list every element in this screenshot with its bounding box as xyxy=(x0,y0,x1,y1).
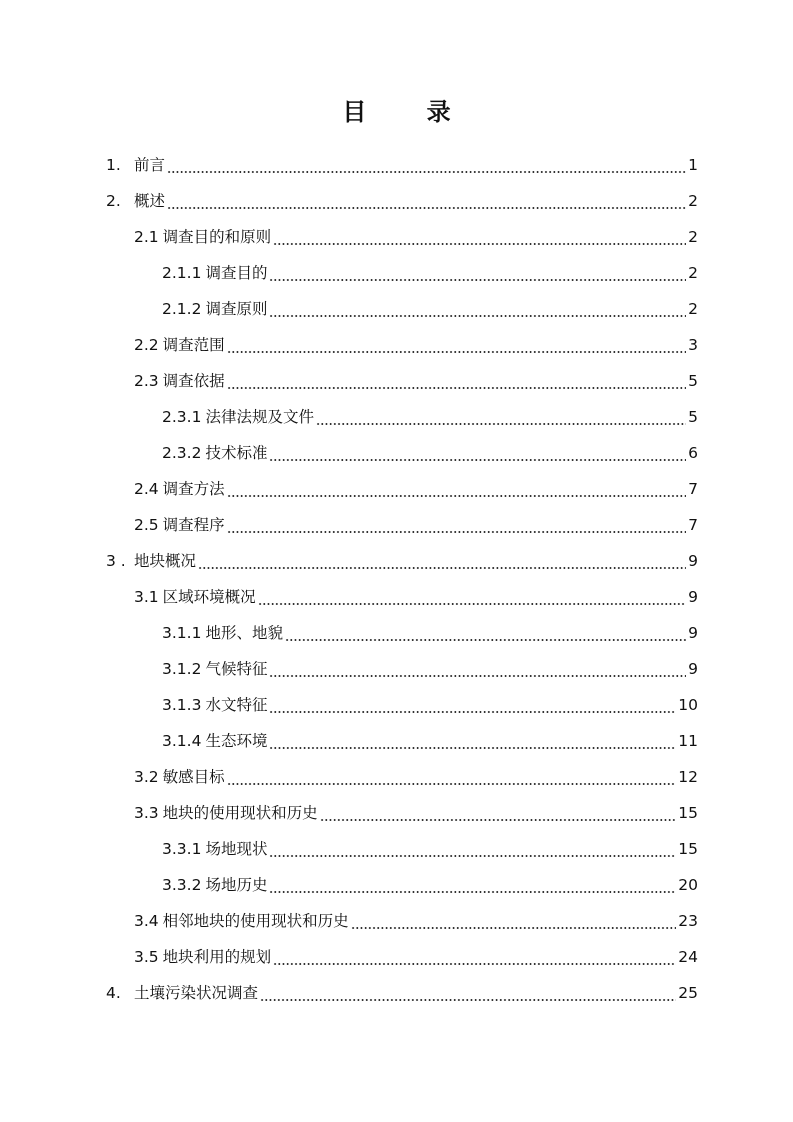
toc-entry-number: 3.1.3 xyxy=(162,696,202,714)
toc-entry[interactable] xyxy=(106,150,698,174)
toc-dot-leader xyxy=(167,192,686,210)
toc-entry-page: 9 xyxy=(688,660,698,678)
toc-entry-number: 3.3 xyxy=(134,804,159,822)
toc-entry-page: 2 xyxy=(688,192,698,210)
toc-entry-label: 法律法规及文件 xyxy=(205,408,314,426)
toc-entry[interactable] xyxy=(134,222,698,246)
toc-dot-leader xyxy=(320,804,677,822)
toc-entry-page: 3 xyxy=(688,336,698,354)
toc-entry[interactable] xyxy=(162,402,698,426)
toc-entry-number: 2.4 xyxy=(134,480,159,498)
toc-entry-label: 场地现状 xyxy=(205,840,268,858)
toc-title: 目 录 xyxy=(342,98,477,126)
toc-entry[interactable] xyxy=(162,294,698,318)
toc-entry-label: 区域环境概况 xyxy=(162,588,256,606)
toc-entry-page: 2 xyxy=(688,300,698,318)
toc-entry-label: 水文特征 xyxy=(205,696,268,714)
toc-entry-label: 地块的使用现状和历史 xyxy=(162,804,318,822)
toc-dot-leader xyxy=(269,264,686,282)
toc-entry[interactable] xyxy=(106,546,698,570)
toc-entry-number: 3.1.1 xyxy=(162,624,202,642)
toc-dot-leader xyxy=(269,732,676,750)
toc-entry-number: 3.1 xyxy=(134,588,159,606)
toc-entry[interactable] xyxy=(106,186,698,210)
toc-entry-label: 相邻地块的使用现状和历史 xyxy=(162,912,349,930)
toc-dot-leader xyxy=(258,588,686,606)
toc-entry[interactable] xyxy=(162,618,698,642)
toc-entry[interactable] xyxy=(134,906,698,930)
toc-entry[interactable] xyxy=(162,870,698,894)
toc-entry[interactable] xyxy=(106,978,698,1002)
toc-entry-label: 地形、地貌 xyxy=(205,624,283,642)
toc-entry-page: 15 xyxy=(678,804,698,822)
toc-entry-label: 调查方法 xyxy=(162,480,225,498)
toc-entry-page: 5 xyxy=(688,372,698,390)
toc-entry-label: 技术标准 xyxy=(205,444,268,462)
toc-entry-page: 1 xyxy=(688,156,698,174)
toc-entry-page: 15 xyxy=(678,840,698,858)
toc-dot-leader xyxy=(227,480,686,498)
toc-entry-number: 3.1.2 xyxy=(162,660,202,678)
toc-entry-number: 2.1.2 xyxy=(162,300,202,318)
toc-entry[interactable] xyxy=(162,834,698,858)
toc-entry[interactable] xyxy=(162,690,698,714)
toc-entry[interactable] xyxy=(134,474,698,498)
toc-entry-label: 调查范围 xyxy=(162,336,225,354)
toc-entry-number: 2.3.1 xyxy=(162,408,202,426)
toc-entry-number: 2.2 xyxy=(134,336,159,354)
toc-entry-page: 11 xyxy=(678,732,698,750)
toc-entry-number: 3.4 xyxy=(134,912,159,930)
toc-entry-number: 2.3 xyxy=(134,372,159,390)
toc-entry-label: 地块利用的规划 xyxy=(162,948,272,966)
toc-dot-leader xyxy=(198,552,686,570)
toc-entry[interactable] xyxy=(134,942,698,966)
toc-entry[interactable] xyxy=(134,762,698,786)
toc-entry[interactable] xyxy=(134,330,698,354)
toc-entry-label: 调查程序 xyxy=(162,516,225,534)
toc-entry-number: 3.1.4 xyxy=(162,732,202,750)
toc-dot-leader xyxy=(269,876,676,894)
toc-entry-page: 25 xyxy=(678,984,698,1002)
toc-entry-number: 3 . xyxy=(106,552,126,570)
toc-entry-page: 7 xyxy=(688,516,698,534)
toc-dot-leader xyxy=(285,624,686,642)
toc-entry-number: 4. xyxy=(106,984,121,1002)
toc-entry-page: 24 xyxy=(678,948,698,966)
toc-dot-leader xyxy=(269,444,686,462)
toc-entry-number: 3.3.2 xyxy=(162,876,202,894)
toc-entry[interactable] xyxy=(162,654,698,678)
toc-entry-page: 2 xyxy=(688,264,698,282)
toc-dot-leader xyxy=(269,300,686,318)
toc-entry-page: 9 xyxy=(688,588,698,606)
toc-entry-number: 2.5 xyxy=(134,516,159,534)
toc-entry-label: 场地历史 xyxy=(205,876,268,894)
toc-dot-leader xyxy=(227,516,686,534)
toc-entry-page: 10 xyxy=(678,696,698,714)
toc-entry-page: 7 xyxy=(688,480,698,498)
toc-entry-label: 前言 xyxy=(134,156,166,174)
toc-entry-page: 6 xyxy=(688,444,698,462)
toc-entry-label: 生态环境 xyxy=(205,732,268,750)
toc-entry-label: 概述 xyxy=(134,192,166,210)
toc-entry-label: 敏感目标 xyxy=(162,768,225,786)
toc-entry-number: 1. xyxy=(106,156,121,174)
toc-entry-page: 9 xyxy=(688,624,698,642)
toc-entry-label: 地块概况 xyxy=(134,552,197,570)
toc-entry-number: 2.1.1 xyxy=(162,264,202,282)
toc-dot-leader xyxy=(227,768,677,786)
toc-entry-label: 调查目的和原则 xyxy=(162,228,272,246)
toc-dot-leader xyxy=(269,840,676,858)
toc-dot-leader xyxy=(227,372,686,390)
toc-dot-leader xyxy=(351,912,677,930)
toc-entry[interactable] xyxy=(134,510,698,534)
toc-entry-page: 5 xyxy=(688,408,698,426)
toc-entry-number: 2.3.2 xyxy=(162,444,202,462)
toc-entry-number: 3.5 xyxy=(134,948,159,966)
toc-dot-leader xyxy=(316,408,686,426)
toc-entry-label: 调查依据 xyxy=(162,372,225,390)
toc-entry-page: 2 xyxy=(688,228,698,246)
toc-entry-label: 调查目的 xyxy=(205,264,268,282)
toc-entry-label: 气候特征 xyxy=(205,660,268,678)
toc-entry[interactable] xyxy=(134,582,698,606)
toc-dot-leader xyxy=(273,228,686,246)
toc-entry-number: 2.1 xyxy=(134,228,159,246)
toc-entry-number: 2. xyxy=(106,192,121,210)
toc-entry[interactable] xyxy=(134,366,698,390)
toc-entry-label: 调查原则 xyxy=(205,300,268,318)
toc-entry[interactable] xyxy=(162,438,698,462)
toc-entry-page: 20 xyxy=(678,876,698,894)
toc-entry-label: 土壤污染状况调查 xyxy=(134,984,259,1002)
toc-entry-number: 3.3.1 xyxy=(162,840,202,858)
toc-entry[interactable] xyxy=(134,798,698,822)
toc-entry-page: 23 xyxy=(678,912,698,930)
toc-entry-number: 3.2 xyxy=(134,768,159,786)
toc-dot-leader xyxy=(269,696,676,714)
toc-dot-leader xyxy=(227,336,686,354)
toc-entry-page: 9 xyxy=(688,552,698,570)
toc-dot-leader xyxy=(269,660,686,678)
toc-entry-page: 12 xyxy=(678,768,698,786)
toc-entry[interactable] xyxy=(162,726,698,750)
toc-dot-leader xyxy=(260,984,676,1002)
toc-entry[interactable] xyxy=(162,258,698,282)
toc-dot-leader xyxy=(273,948,676,966)
toc-dot-leader xyxy=(167,156,686,174)
